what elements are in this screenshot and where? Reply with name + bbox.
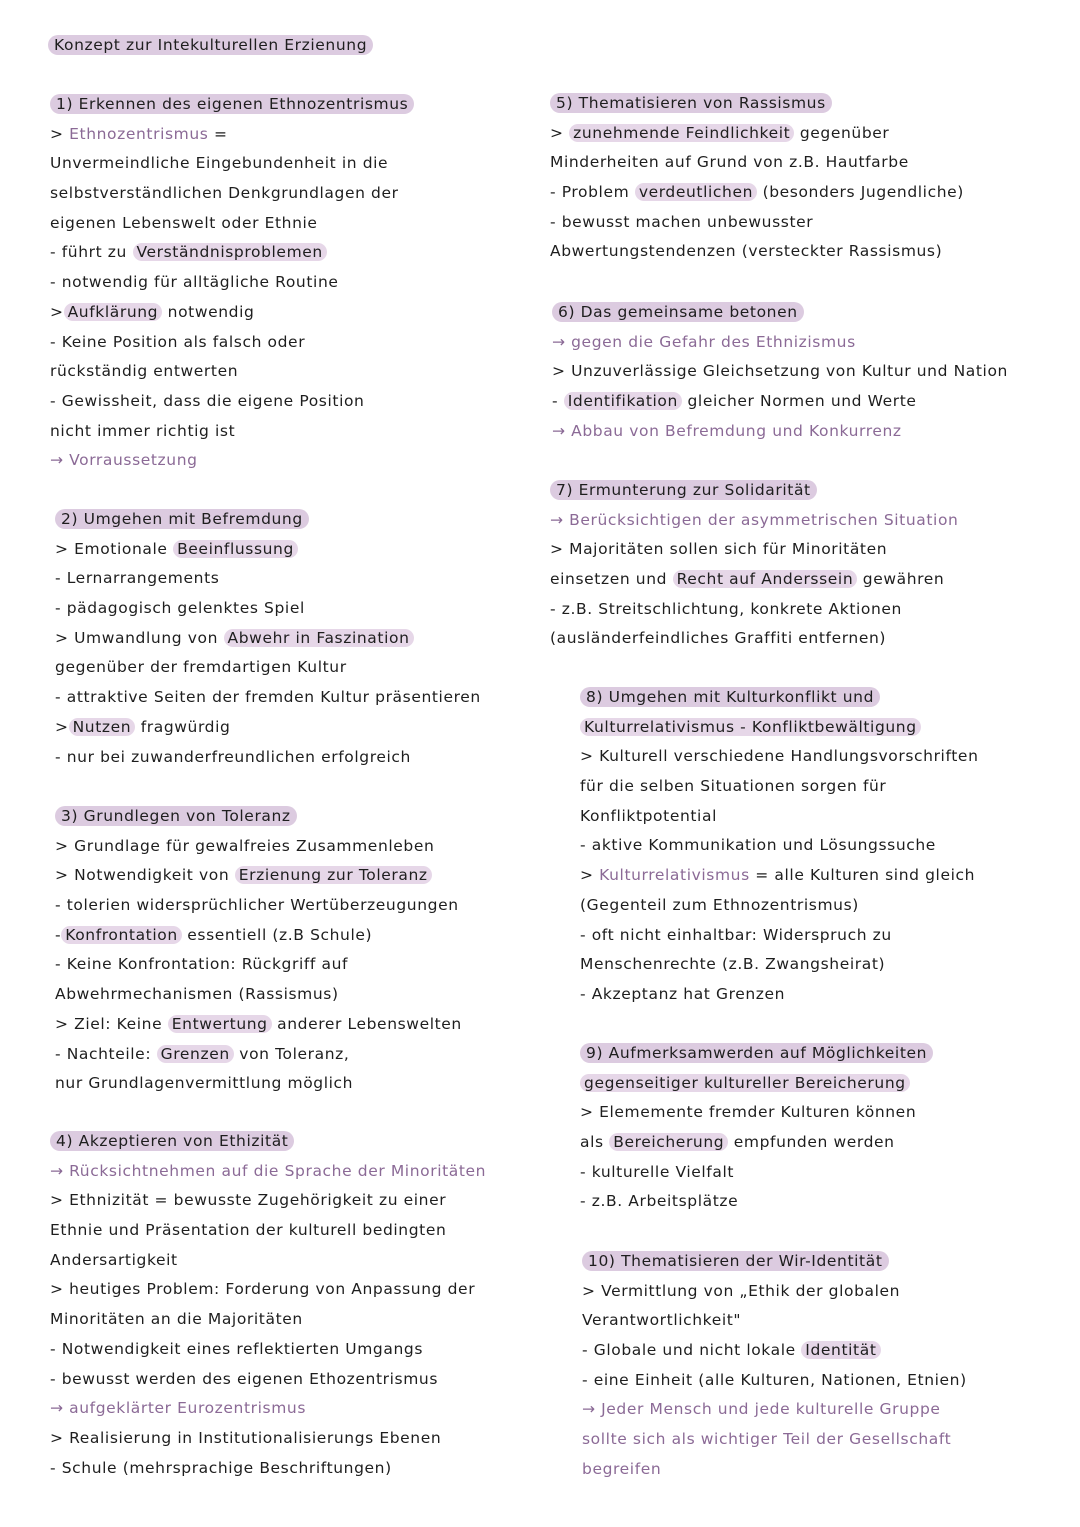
accent-text: Ethnozentrismus [69,124,209,143]
note-text: gegenüber [794,123,890,142]
note-text: 2) Umgehen mit Befremdung [55,509,309,529]
note-line [50,328,414,358]
section-6-gemeinsames [552,298,1008,446]
note-line [55,1040,462,1070]
note-line [55,832,462,862]
section-heading [582,1247,967,1277]
note-line [55,683,481,713]
note-text: - bewusst werden des eigenen Ethozentrismus [50,1369,438,1388]
note-text: - Gewissheit, dass die eigene Position [50,391,365,410]
highlighted-term: Kulturrelativismus - Konfliktbewältigung [580,718,921,736]
note-text: > [580,866,600,885]
note-line [50,179,414,209]
accent-text: sollte sich als wichtiger Teil der Gesellschaft [582,1430,952,1449]
note-text: Verantwortlichkeit" [582,1311,742,1330]
note-line [550,624,958,654]
highlighted-term: Abwehr in Faszination [224,629,414,647]
note-text: - Schule (mehrsprachige Beschriftungen) [50,1458,392,1477]
section-5-rassismus [550,89,964,267]
note-line [50,268,414,298]
note-text: Abwertungstendenzen (versteckter Rassismus) [550,242,943,261]
highlighted-term: Grenzen [157,1045,234,1063]
highlighted-term: Nutzen [69,718,136,736]
note-text: - eine Einheit (alle Kulturen, Nationen, Etnien) [582,1370,967,1389]
note-text: nicht immer richtig ist [50,421,236,440]
highlighted-term: Beeinflussung [173,540,298,558]
note-line [580,1128,933,1158]
section-heading [48,31,373,61]
note-line [50,387,414,417]
note-line [50,120,414,150]
note-text: - [552,392,564,411]
highlighted-term: Identität [801,1341,880,1359]
note-line [580,950,979,980]
section-heading [550,89,964,119]
note-text: Konfliktpotential [580,806,717,825]
note-text: Unvermeindliche Eingebundenheit in die [50,154,389,173]
note-text: - aktive Kommunikation und Lösungssuche [580,836,936,855]
note-text: - attraktive Seiten der fremden Kultur präsentieren [55,688,481,707]
note-text: - tolerien widersprüchlicher Wertüberzeugungen [55,896,459,915]
note-line [50,1305,486,1335]
note-text: 5) Thematisieren von Rassismus [550,93,832,113]
note-text: als [580,1133,610,1152]
note-line [550,506,958,536]
note-line [580,1187,933,1217]
note-line [550,119,964,149]
note-line [582,1277,967,1307]
note-text: - Keine Konfrontation: Rückgriff auf [55,955,349,974]
highlighted-term: Identifikation [564,392,682,410]
note-line [550,237,964,267]
note-text: einsetzen und [550,570,673,589]
note-line [55,950,462,980]
note-line [50,1454,486,1484]
highlighted-term: Bereicherung [609,1133,728,1151]
highlighted-term: zunehmende Feindlichkeit [569,124,794,142]
highlighted-term: Konfrontation [61,926,182,944]
note-line [582,1366,967,1396]
note-text: 6) Das gemeinsame betonen [552,302,804,322]
note-line [50,1424,486,1454]
note-line [582,1395,967,1425]
accent-text: → Rücksichtnehmen auf die Sprache der Minoritäten [50,1161,487,1180]
highlighted-term: Entwertung [168,1015,272,1033]
note-line [550,178,964,208]
note-text: > Kulturell verschiedene Handlungsvorschriften [580,747,979,766]
note-line [550,535,958,565]
note-line [550,595,958,625]
section-heading [552,298,1008,328]
accent-text: → Vorraussetzung [50,451,198,470]
note-line [50,298,414,328]
note-line [50,1157,486,1187]
section-heading [55,505,481,535]
accent-text: Kulturrelativismus [599,866,750,885]
note-text: Minderheiten auf Grund von z.B. Hautfarbe [550,153,909,172]
note-text: (ausländerfeindliches Graffiti entfernen) [550,629,887,648]
section-heading [580,683,979,713]
note-line [580,742,979,772]
note-text: essentiell (z.B Schule) [181,925,373,944]
note-line [580,831,979,861]
note-text: fragwürdig [135,717,231,736]
note-text: > Ethnizität = bewusste Zugehörigkeit zu einer [50,1191,447,1210]
note-line [55,1010,462,1040]
note-line [580,1158,933,1188]
note-line [55,535,481,565]
note-text: anderer Lebenswelten [271,1014,462,1033]
note-line [50,1246,486,1276]
section-2-befremdung [55,505,481,772]
section-heading [580,1039,933,1069]
note-text: > heutiges Problem: Forderung von Anpassung der [50,1280,476,1299]
note-text: > Realisierung in Institutionalisierungs Ebenen [50,1428,442,1447]
note-text: Abwehrmechanismen (Rassismus) [55,985,339,1004]
section-9-bereicherung [580,1039,933,1217]
note-text: 9) Aufmerksamwerden auf Möglichkeiten [580,1043,933,1063]
note-text: für die selben Situationen sorgen für [580,777,887,796]
note-line [55,891,462,921]
accent-text: → Berücksichtigen der asymmetrischen Situation [550,510,959,529]
note-line [580,802,979,832]
note-line [50,1275,486,1305]
section-heading [50,1127,486,1157]
note-text: selbstverständlichen Denkgrundlagen der [50,184,399,203]
accent-text: → gegen die Gefahr des Ethnizismus [552,332,856,351]
note-line [580,1098,933,1128]
note-text: 10) Thematisieren der Wir-Identität [582,1251,889,1271]
note-line [50,238,414,268]
note-line [55,861,462,891]
note-text: Andersartigkeit [50,1250,178,1269]
accent-text: begreifen [582,1459,662,1478]
note-text: - Globale und nicht lokale [582,1341,802,1360]
note-line [55,921,462,951]
section-heading [550,476,958,506]
note-text: 4) Akzeptieren von Ethizität [50,1131,294,1151]
note-text: gewähren [857,570,945,589]
note-line [55,713,481,743]
note-text: - [55,925,62,944]
note-text: Minoritäten an die Majoritäten [50,1310,303,1329]
highlighted-term: verdeutlichen [635,183,757,201]
note-text: - pädagogisch gelenktes Spiel [55,599,305,618]
note-line [50,1365,486,1395]
highlighted-term: Verständnisproblemen [133,243,327,261]
note-text: - Problem [550,183,635,202]
highlighted-term: Konzept zur Intekulturellen Erzienung [48,35,373,55]
note-line [50,417,414,447]
note-text: gleicher Normen und Werte [681,392,917,411]
note-line [580,980,979,1010]
note-text: notwendig [162,302,255,321]
note-line [55,624,481,654]
highlighted-term: Recht auf Anderssein [673,570,858,588]
note-line [580,1069,933,1099]
note-text: nur Grundlagenvermittlung möglich [55,1074,354,1093]
note-text: (Gegenteil zum Ethnozentrismus) [580,895,859,914]
section-heading [50,90,414,120]
note-text: > Vermittlung von „Ethik der globalen [582,1281,901,1300]
note-text: = [208,124,228,143]
note-line [55,653,481,683]
note-text: - führt zu [50,243,133,262]
note-text: > Grundlage für gewalfreies Zusammenleben [55,836,435,855]
note-text: Ethnie und Präsentation der kulturell bedingten [50,1221,447,1240]
note-line [580,713,979,743]
note-text: > [55,717,69,736]
note-text: > Emotionale [55,539,174,558]
accent-text: → Abbau von Befremdung und Konkurrenz [552,421,902,440]
note-line [50,1335,486,1365]
note-text: Menschenrechte (z.B. Zwangsheirat) [580,955,886,974]
note-text: - nur bei zuwanderfreundlichen erfolgreich [55,747,411,766]
highlighted-term: gegenseitiger kultureller Bereicherung [580,1074,910,1092]
note-line [50,1186,486,1216]
note-line [55,594,481,624]
note-line [550,148,964,178]
note-text: > Ziel: Keine [55,1014,168,1033]
accent-text: → Jeder Mensch und jede kulturelle Gruppe [582,1400,941,1419]
note-text: - notwendig für alltägliche Routine [50,273,339,292]
note-line [580,921,979,951]
note-line [582,1455,967,1485]
section-heading [55,802,462,832]
note-text: - oft nicht einhaltbar: Widerspruch zu [580,925,892,944]
note-text: - bewusst machen unbewusster [550,212,814,231]
note-text: > [50,302,64,321]
note-text: von Toleranz, [233,1044,350,1063]
note-text: 8) Umgehen mit Kulturkonflikt und [580,687,880,707]
note-line [580,891,979,921]
note-line [50,1394,486,1424]
note-text: - z.B. Arbeitsplätze [580,1192,739,1211]
section-10-wir-identitaet [582,1247,967,1485]
section-3-toleranz [55,802,462,1099]
note-text: - Lernarrangements [55,569,220,588]
note-text: - kulturelle Vielfalt [580,1162,735,1181]
highlighted-term: Aufklärung [64,303,163,321]
note-line [50,209,414,239]
note-line [552,357,1008,387]
highlighted-term: Erzienung zur Toleranz [235,866,432,884]
note-line [55,1069,462,1099]
note-line [552,387,1008,417]
note-text: > [550,123,570,142]
section-4-ethnizitaet [50,1127,486,1483]
note-text: - z.B. Streitschlichtung, konkrete Aktionen [550,599,902,618]
note-line [552,328,1008,358]
note-text: > Notwendigkeit von [55,866,235,885]
note-text: > Umwandlung von [55,628,224,647]
note-line [50,446,414,476]
note-text: - Nachteile: [55,1044,157,1063]
note-line [582,1306,967,1336]
note-text: rückständig entwerten [50,362,239,381]
note-text: > [50,124,70,143]
note-text: 3) Grundlegen von Toleranz [55,806,297,826]
note-text: > Majoritäten sollen sich für Minoritäten [550,540,888,559]
note-text: = alle Kulturen sind gleich [749,866,976,885]
note-text: gegenüber der fremdartigen Kultur [55,658,347,677]
note-line [580,861,979,891]
note-text: - Keine Position als falsch oder [50,332,306,351]
note-text: eigenen Lebenswelt oder Ethnie [50,213,318,232]
document-title [48,31,373,61]
note-text: > Elememente fremder Kulturen können [580,1103,917,1122]
note-text: - Notwendigkeit eines reflektierten Umgangs [50,1339,423,1358]
note-line [55,564,481,594]
section-8-kulturkonflikt [580,683,979,1010]
note-text: 7) Ermunterung zur Solidarität [550,480,817,500]
note-line [50,149,414,179]
note-text: 1) Erkennen des eigenen Ethnozentrismus [50,94,414,114]
note-line [550,208,964,238]
note-line [582,1425,967,1455]
note-text: - Akzeptanz hat Grenzen [580,984,786,1003]
note-line [580,772,979,802]
note-text: > Unzuverlässige Gleichsetzung von Kultur und Nation [552,362,1008,381]
note-text: (besonders Jugendliche) [757,183,964,202]
note-line [582,1336,967,1366]
accent-text: → aufgeklärter Eurozentrismus [50,1399,306,1418]
note-line [55,743,481,773]
note-text: empfunden werden [728,1133,895,1152]
note-line [552,417,1008,447]
note-line [50,357,414,387]
note-line [550,565,958,595]
section-1-ethnozentrismus [50,90,414,476]
note-line [50,1216,486,1246]
section-7-solidaritaet [550,476,958,654]
note-line [55,980,462,1010]
